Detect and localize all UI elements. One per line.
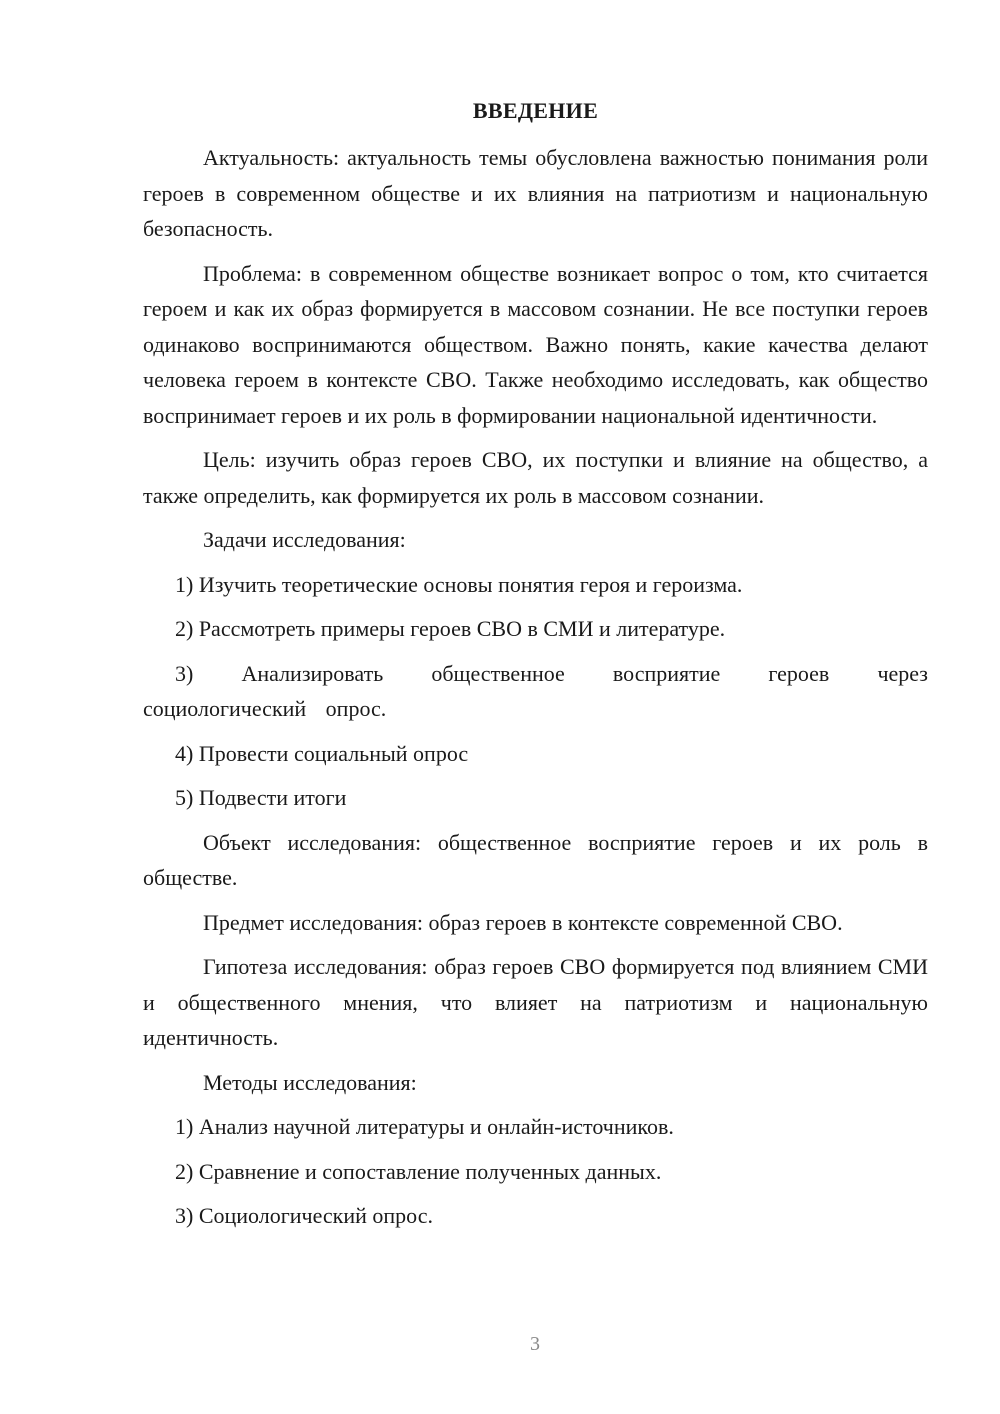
task-item: 4) Провести социальный опрос bbox=[175, 740, 469, 766]
methods-heading: Методы исследования: bbox=[203, 1069, 417, 1095]
task-item: 3) Анализировать общественное восприятие героев через социологический опрос. bbox=[143, 660, 928, 721]
tasks-heading: Задачи исследования: bbox=[203, 527, 406, 552]
task-item: 2) Рассмотреть примеры героев СВО в СМИ и литературе. bbox=[175, 616, 726, 641]
method-item: 1) Анализ научной литературы и онлайн-источников. bbox=[175, 1114, 674, 1139]
page-title: ВВЕДЕНИЕ bbox=[472, 98, 599, 123]
task-item: 5) Подвести итоги bbox=[175, 785, 347, 810]
method-item: 3) Социологический опрос. bbox=[175, 1203, 433, 1228]
goal-paragraph: Цель: изучить образ героев СВО, их поступки и влияние на общество, а также определить, как формируется их роль в массовом сознании. bbox=[143, 447, 928, 508]
method-item: 2) Сравнение и сопоставление полученных данных. bbox=[175, 1158, 662, 1184]
hypothesis-paragraph: Гипотеза исследования: образ героев СВО формируется под влиянием СМИ и общественного мнения, что влияет на патриотизм и национальную идентичность. bbox=[143, 954, 928, 1050]
document-page bbox=[143, 96, 928, 1243]
relevance-paragraph: Актуальность: актуальность темы обусловлена важностью понимания роли героев в современном обществе и их влияния на патриотизм и национальную безопасность. bbox=[143, 145, 928, 241]
problem-paragraph: Проблема: в современном обществе возникает вопрос о том, кто считается героем и как их образ формируется в массовом сознании. Не все поступки героев одинаково воспринимаются обществом. Важно понять, какие качества делают человека героем в контексте СВО. Также необходимо исследовать, как общество воспринимает героев и их роль в формировании национальной идентичности. bbox=[143, 260, 928, 428]
subject-paragraph: Предмет исследования: образ героев в контексте современной СВО. bbox=[203, 909, 843, 935]
page-number: 3 bbox=[530, 1333, 540, 1355]
object-paragraph: Объект исследования: общественное восприятие героев и их роль в обществе. bbox=[143, 829, 928, 890]
task-item: 1) Изучить теоретические основы понятия героя и героизма. bbox=[175, 571, 743, 597]
